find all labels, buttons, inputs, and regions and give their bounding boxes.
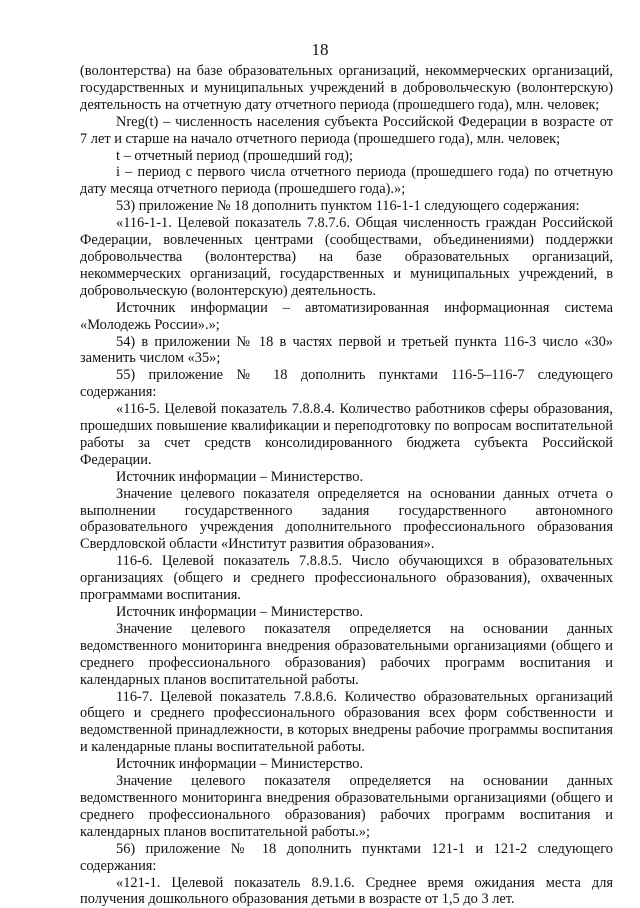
paragraph: 53) приложение № 18 дополнить пунктом 116-1-1 следующего содержания: (80, 198, 613, 215)
paragraph: Источник информации – Министерство. (80, 469, 613, 486)
paragraph: Значение целевого показателя определяется на основании данных ведомственного мониторинга внедрения образовательными организациями (общего и среднего профессионального образования) рабочих программ воспитания и календарных планов воспитательной работы.»; (80, 773, 613, 841)
paragraph: 116-6. Целевой показатель 7.8.8.5. Число обучающихся в образовательных организациях (общего и среднего профессионального образования), охваченных программами воспитания. (80, 553, 613, 604)
document-body (80, 63, 613, 908)
paragraph: «121-1. Целевой показатель 8.9.1.6. Среднее время ожидания места для получения дошкольного образования детьми в возрасте от 1,5 до 3 лет. (80, 875, 613, 908)
paragraph: t – отчетный период (прошедший год); (80, 148, 613, 165)
paragraph: Nreg(t) – численность населения субъекта Российской Федерации в возрасте от 7 лет и старше на начало отчетного периода (прошедшего года), млн. человек; (80, 114, 613, 148)
paragraph: (волонтерства) на базе образовательных организаций, некоммерческих организаций, государственных и муниципальных учреждений в добровольческую (волонтерскую) деятельность на отчетную дату отчетного периода (прошедшего года), млн. человек; (80, 63, 613, 114)
paragraph: 56) приложение № 18 дополнить пунктами 121-1 и 121-2 следующего содержания: (80, 841, 613, 875)
paragraph: 55) приложение № 18 дополнить пунктами 116-5–116-7 следующего содержания: (80, 367, 613, 401)
page-number: 18 (0, 40, 640, 60)
paragraph: «116-5. Целевой показатель 7.8.8.4. Количество работников сферы образования, прошедших повышение квалификации и переподготовку по вопросам воспитательной работы за счет средств консолидированного бюджета субъекта Российской Федерации. (80, 401, 613, 469)
paragraph: Значение целевого показателя определяется на основании данных отчета о выполнении государственного задания государственного автономного образовательного учреждения дополнительного профессионального образования Свердловской области «Институт развития образования». (80, 486, 613, 554)
paragraph: i – период с первого числа отчетного периода (прошедшего года) по отчетную дату месяца отчетного периода (прошедшего года).»; (80, 164, 613, 198)
paragraph: Источник информации – Министерство. (80, 604, 613, 621)
paragraph: Значение целевого показателя определяется на основании данных ведомственного мониторинга внедрения образовательными организациями (общего и среднего профессионального образования) рабочих программ воспитания и календарных планов воспитательной работы. (80, 621, 613, 689)
paragraph: Источник информации – Министерство. (80, 756, 613, 773)
paragraph: 54) в приложении № 18 в частях первой и третьей пункта 116-3 число «30» заменить числом «35»; (80, 334, 613, 368)
paragraph: Источник информации – автоматизированная информационная система «Молодежь России».»; (80, 300, 613, 334)
paragraph: «116-1-1. Целевой показатель 7.8.7.6. Общая численность граждан Российской Федерации, вовлеченных центрами (сообществами, объединениями) поддержки добровольчества (волонтерства) на базе образовательных организаций, некоммерческих организаций, государственных и муниципальных учреждений, в добровольческую (волонтерскую) деятельность. (80, 215, 613, 300)
paragraph: 116-7. Целевой показатель 7.8.8.6. Количество образовательных организаций общего и среднего профессионального образования всех форм собственности и ведомственной принадлежности, в которых внедрены рабочие программы воспитания и календарные планы воспитательной работы. (80, 689, 613, 757)
